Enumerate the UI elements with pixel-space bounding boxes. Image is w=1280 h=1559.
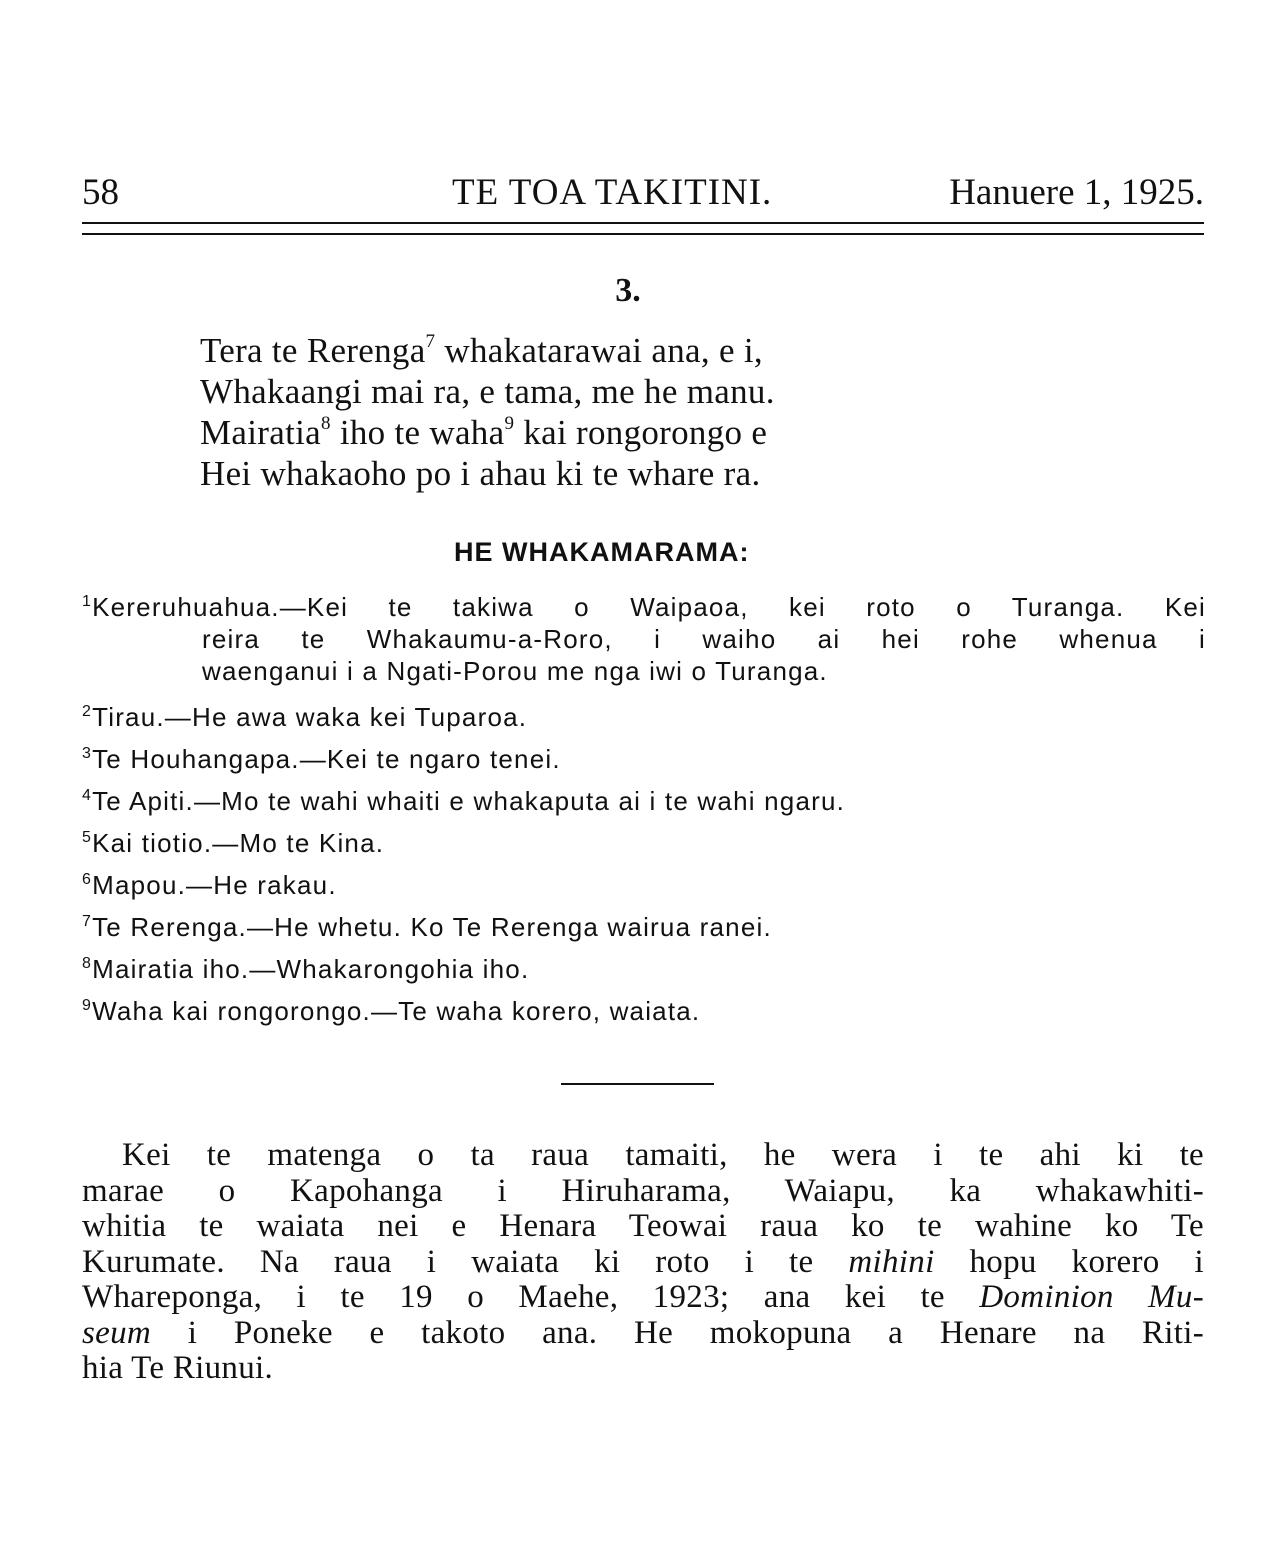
closing-paragraph <box>82 1138 1204 1387</box>
note-line <box>202 624 1206 654</box>
note-text: Mapou.—He rakau. <box>92 870 337 900</box>
note-marker: 3 <box>82 745 93 762</box>
note-text: Kai tiotio.—Mo te Kina. <box>92 828 385 858</box>
poem-text: Mairatia <box>200 413 321 452</box>
paragraph-italic-text: Dominion Mu- <box>979 1279 1204 1315</box>
note-item <box>82 822 1206 864</box>
paragraph-text: i Poneke e takoto ana. He mokopuna a Henare na Riti- <box>151 1314 1204 1351</box>
paragraph-text: whitia te waiata nei e Henara Teowai raua ko te wahine ko Te <box>82 1208 1204 1244</box>
poem-text: iho te waha <box>330 413 505 452</box>
note-marker: 9 <box>82 997 93 1014</box>
footnote-ref: 7 <box>425 331 436 352</box>
running-header <box>82 168 1204 218</box>
header-rule-double <box>82 233 1204 235</box>
paragraph-text: marae o Kapohanga i Hiruharama, Waiapu, ka whakawhiti- <box>82 1172 1204 1209</box>
paragraph-text: hopu korero i <box>934 1243 1204 1280</box>
paragraph-line <box>82 1280 1204 1316</box>
note-marker: 5 <box>82 829 93 846</box>
note-item <box>82 948 1206 990</box>
paragraph-line <box>82 1209 1204 1245</box>
paragraph-text: hia Te Riunui. <box>82 1350 274 1386</box>
poem-stanza <box>200 330 1000 494</box>
stanza-number <box>0 272 1280 310</box>
poem-text: Whakaangi mai ra, e tama, me he manu. <box>200 372 775 411</box>
paragraph-italic-text: mihini <box>848 1243 935 1280</box>
poem-line <box>200 371 1000 412</box>
note-text: Te Rerenga.—He whetu. Ko Te Rerenga wairua ranei. <box>92 912 772 942</box>
paragraph-text: Kei te matenga o ta raua tamaiti, he wera i te ahi ki te <box>122 1137 1204 1173</box>
paragraph-line <box>82 1351 1204 1387</box>
page-number: 58 <box>82 172 119 213</box>
issue-date: Hanuere 1, 1925. <box>949 172 1204 213</box>
note-marker: 2 <box>82 703 93 720</box>
notes-list <box>82 592 1206 1032</box>
journal-title: TE TOA TAKITINI. <box>452 172 773 213</box>
note-text: Te Houhangapa.—Kei te ngaro tenei. <box>92 744 561 774</box>
note-text: Kereruhuahua.—Kei te takiwa o Waipaoa, kei roto o Turanga. Kei <box>92 592 1206 622</box>
note-line <box>202 656 828 686</box>
header-rule <box>82 222 1204 224</box>
poem-text: Tera te Rerenga <box>200 331 426 370</box>
note-item <box>82 592 1206 692</box>
note-marker: 4 <box>82 787 93 804</box>
poem-line <box>200 412 1000 453</box>
note-item <box>82 738 1206 780</box>
note-text: Tirau.—He awa waka kei Tuparoa. <box>92 702 528 732</box>
paragraph-text: Kurumate. Na raua i waiata ki roto i te <box>82 1243 849 1280</box>
note-text: Mairatia iho.—Whakarongohia iho. <box>92 954 530 984</box>
note-text: Waha kai rongorongo.—Te waha korero, waiata. <box>92 996 701 1026</box>
notes-heading: HE WHAKAMARAMA: <box>454 537 750 567</box>
note-line <box>82 592 1206 622</box>
poem-line <box>200 330 1000 371</box>
note-item <box>82 906 1206 948</box>
footnote-ref: 8 <box>320 413 331 434</box>
section-separator <box>561 1083 714 1085</box>
note-item <box>82 990 1206 1032</box>
note-marker: 7 <box>82 913 93 930</box>
note-text: Te Apiti.—Mo te wahi whaiti e whakaputa ai i te wahi ngaru. <box>92 786 846 816</box>
paragraph-text: Whareponga, i te 19 o Maehe, 1923; ana kei te <box>82 1279 980 1315</box>
paragraph-italic-text: seum <box>82 1314 152 1351</box>
note-marker: 1 <box>82 593 93 610</box>
note-item <box>82 780 1206 822</box>
note-text: reira te Whakaumu-a-Roro, i waiho ai hei rohe whenua i <box>202 624 1206 654</box>
poem-text: whakatarawai ana, e i, <box>435 331 763 370</box>
poem-line <box>200 453 1000 494</box>
note-text: waenganui i a Ngati-Porou me nga iwi o Turanga. <box>202 656 828 686</box>
stanza-number-text: 3. <box>615 272 641 309</box>
paragraph-line <box>82 1245 1204 1281</box>
note-marker: 6 <box>82 871 93 888</box>
poem-text: kai rongorongo e <box>514 413 768 452</box>
footnote-ref: 9 <box>504 413 515 434</box>
paragraph-line <box>82 1138 1204 1174</box>
note-item <box>82 696 1206 738</box>
paragraph-line <box>82 1174 1204 1210</box>
poem-text: Hei whakaoho po i ahau ki te whare ra. <box>200 454 761 493</box>
note-item <box>82 864 1206 906</box>
paragraph-line <box>82 1316 1204 1352</box>
note-marker: 8 <box>82 955 93 972</box>
